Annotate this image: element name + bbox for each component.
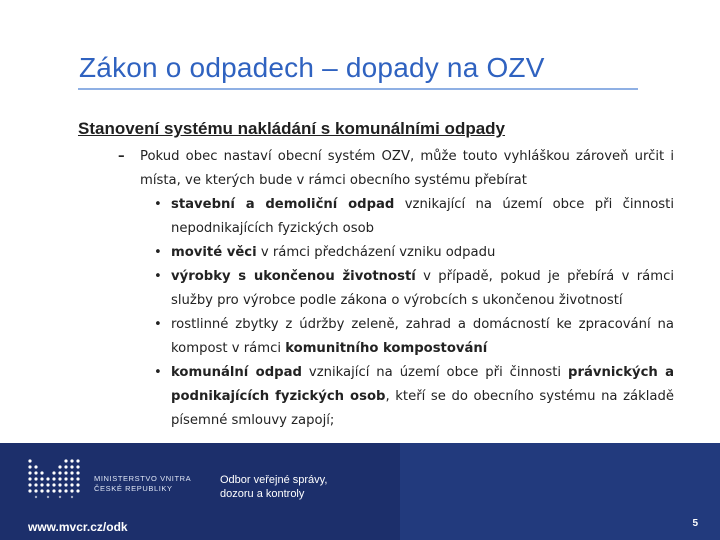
intro-paragraph (118, 145, 674, 193)
bullet-list (118, 193, 674, 433)
intro-text: Pokud obec nastaví obecní systém OZV, může touto vyhláškou zároveň určit i místa, ve kterých bude v rámci obecního systému přebírat (140, 149, 674, 188)
ministry-name: MINISTERSTVO VNITRA ČESKÉ REPUBLIKY (94, 474, 192, 493)
list-item (118, 361, 674, 433)
list-item (118, 241, 674, 265)
bullet-text: v případě, pokud je přebírá v rámci služby pro výrobce podle zákona o výrobcích s ukončenou životností (171, 269, 674, 308)
bullet-dot-icon: • (154, 245, 162, 260)
list-item (118, 265, 674, 313)
bullet-bold-text: komunitního kompostování (285, 341, 488, 356)
list-item (118, 313, 674, 361)
bullet-text: vznikající na území obce při činnosti nepodnikajících fyzických osob (171, 197, 674, 236)
bullet-text: v rámci předcházení vzniku odpadu (256, 245, 496, 260)
bullet-text: rostlinné zbytky z údržby zeleně, zahrad a domácností ke zpracování na kompost v rámci (171, 317, 674, 356)
bullet-text: vznikající na území obce při činnosti (301, 365, 569, 380)
dash-bullet-icon: – (118, 149, 125, 164)
list-item (118, 193, 674, 241)
bullet-dot-icon: • (154, 365, 162, 380)
slide-title: Zákon o odpadech – dopady na OZV (79, 52, 545, 83)
bullet-bold-text: movité věci (171, 245, 257, 260)
section-heading: Stanovení systému nakládání s komunálními odpady (78, 119, 506, 138)
footer-bar (0, 443, 720, 540)
website-url: www.mvcr.cz/odk (28, 520, 128, 534)
bullet-dot-icon: • (154, 269, 162, 284)
department-name: Odbor veřejné správy, dozoru a kontroly (220, 474, 328, 500)
bullet-dot-icon: • (154, 197, 162, 212)
bullet-bold-text: komunální odpad (171, 365, 302, 380)
title-underline-divider (78, 88, 638, 90)
bullet-bold-text: výrobky s ukončenou životností (171, 269, 416, 284)
footer-gradient-decoration (400, 443, 720, 540)
bullet-bold-text: právnických a podnikajících fyzických osob (171, 365, 675, 404)
page-number: 5 (692, 518, 698, 529)
slide-body (118, 145, 674, 433)
ministry-logo-icon (27, 458, 89, 508)
bullet-bold-text: stavební a demoliční odpad (171, 197, 395, 212)
bullet-dot-icon: • (154, 317, 162, 332)
bullet-text: , kteří se do obecního systému na základě písemné smlouvy zapojí; (171, 389, 674, 428)
